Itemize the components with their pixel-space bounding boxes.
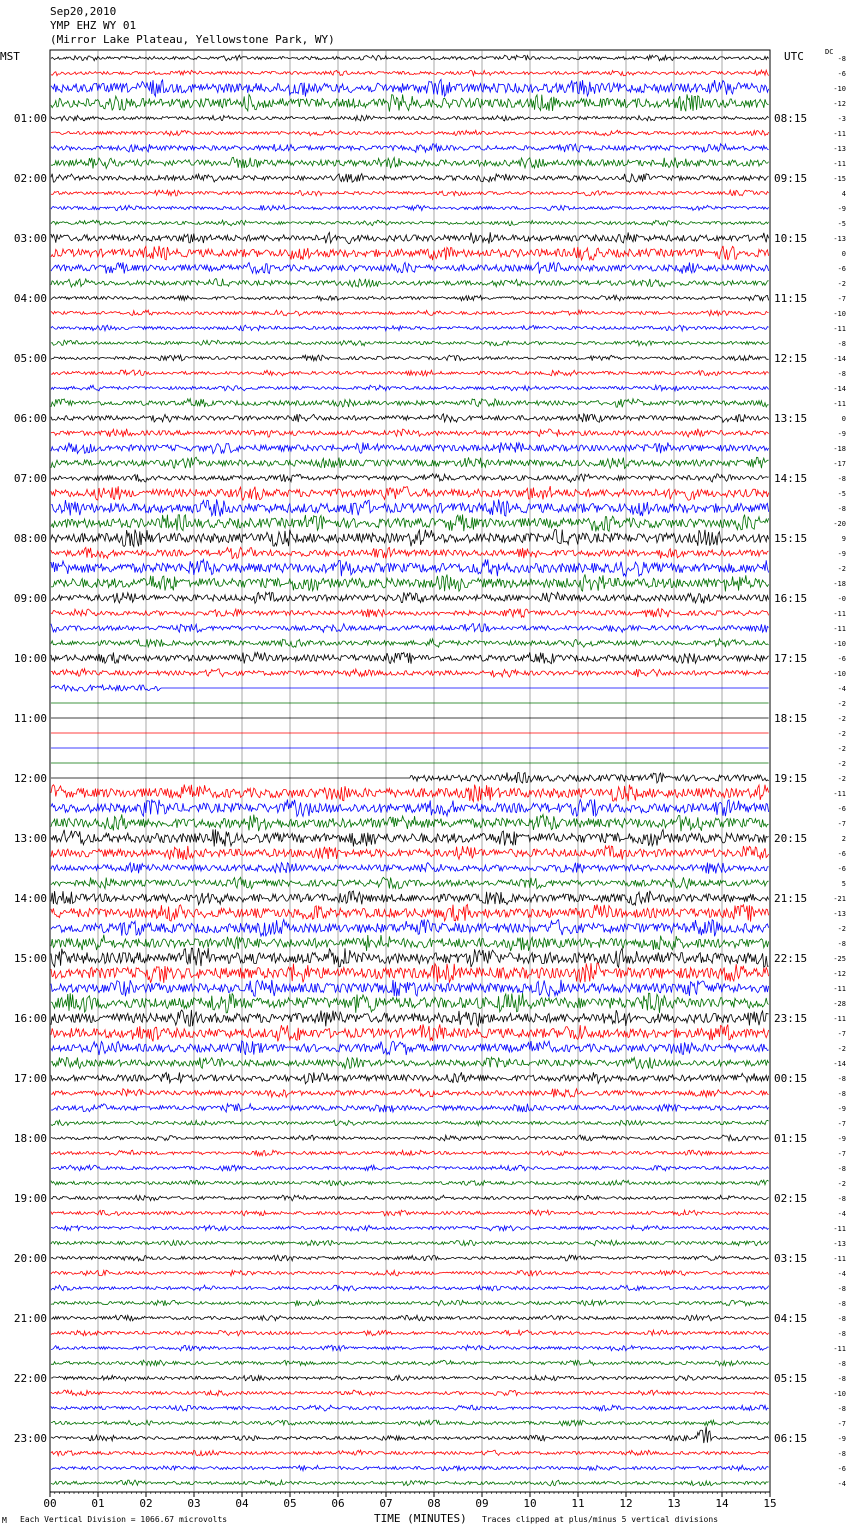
seismic-trace (51, 685, 769, 691)
seismic-trace (51, 529, 769, 546)
dc-offset-label: -6 (837, 805, 846, 813)
utc-hour-label: 11:15 (774, 292, 808, 305)
seismic-trace (51, 574, 769, 591)
seismic-trace (51, 1330, 769, 1336)
seismic-trace (51, 190, 769, 196)
dc-label: DC (825, 48, 834, 56)
dc-offset-label: -13 (833, 145, 846, 153)
dc-offset-label: -10 (833, 310, 846, 318)
utc-hour-label: 09:15 (774, 172, 808, 185)
dc-offset-label: -2 (837, 775, 846, 783)
dc-offset-label: -7 (837, 1420, 846, 1428)
mst-hour-label: 20:00 (13, 1252, 47, 1265)
dc-offset-label: -6 (837, 850, 846, 858)
x-tick-label: 06 (331, 1497, 345, 1510)
dc-offset-label: -11 (833, 790, 846, 798)
dc-offset-label: -11 (833, 1225, 846, 1233)
dc-offset-label: -8 (837, 1165, 846, 1173)
corner-mark: M (2, 1516, 7, 1525)
seismic-trace (51, 370, 769, 376)
dc-offset-label: -2 (837, 730, 846, 738)
dc-offset-label: -18 (833, 580, 846, 588)
scale-note: Each Vertical Division = 1066.67 microvolts (20, 1515, 228, 1524)
utc-hour-label: 17:15 (774, 652, 808, 665)
dc-offset-label: -2 (837, 715, 846, 723)
mst-hour-label: 08:00 (13, 532, 47, 545)
seismic-trace (51, 94, 769, 111)
x-tick-label: 14 (715, 1497, 729, 1510)
dc-offset-label: -10 (833, 640, 846, 648)
dc-offset-label: -5 (837, 220, 846, 228)
dc-offset-label: 0 (841, 415, 846, 423)
seismic-trace (51, 295, 769, 301)
seismic-trace (51, 639, 769, 647)
seismic-trace (51, 429, 769, 438)
dc-offset-label: -6 (837, 70, 846, 78)
seismic-trace (51, 1480, 769, 1486)
seismic-trace (51, 205, 769, 211)
utc-hour-label: 06:15 (774, 1432, 808, 1445)
seismic-trace (51, 474, 769, 482)
seismic-trace (51, 279, 769, 287)
dc-offset-label: -8 (837, 1450, 846, 1458)
dc-offset-label: -13 (833, 910, 846, 918)
seismic-trace (51, 262, 769, 273)
seismic-trace (51, 1210, 769, 1216)
utc-hour-label: 15:15 (774, 532, 808, 545)
seismic-trace (51, 773, 769, 784)
dc-offset-label: -2 (837, 280, 846, 288)
dc-offset-label: -4 (837, 1480, 846, 1488)
utc-hour-label: 16:15 (774, 592, 808, 605)
seismic-trace (51, 1427, 769, 1444)
dc-offset-label: -25 (833, 955, 846, 963)
seismic-trace (51, 1315, 769, 1321)
clip-note: Traces clipped at plus/minus 5 vertical divisions (482, 1515, 719, 1524)
dc-offset-label: 0 (841, 250, 846, 258)
dc-offset-label: -10 (833, 85, 846, 93)
seismic-trace (51, 144, 769, 153)
seismic-trace (51, 499, 769, 516)
dc-offset-label: -8 (837, 1330, 846, 1338)
seismic-trace (51, 246, 769, 260)
seismic-trace (51, 1180, 769, 1186)
seismic-trace (51, 1120, 769, 1125)
dc-offset-label: -9 (837, 430, 846, 438)
dc-offset-label: 9 (841, 535, 846, 543)
dc-offset-label: -14 (833, 355, 846, 363)
dc-offset-label: -4 (837, 1270, 846, 1278)
seismic-trace (51, 79, 769, 96)
seismic-trace (51, 1041, 769, 1055)
dc-offset-label: -11 (833, 1345, 846, 1353)
mst-hour-label: 02:00 (13, 172, 47, 185)
utc-hour-label: 22:15 (774, 952, 808, 965)
utc-hour-label: 01:15 (774, 1132, 808, 1145)
mst-hour-label: 01:00 (13, 112, 47, 125)
mst-hour-label: 10:00 (13, 652, 47, 665)
dc-offset-label: -2 (837, 1045, 846, 1053)
seismic-trace (51, 130, 769, 136)
dc-offset-label: -8 (837, 1360, 846, 1368)
x-tick-label: 01 (91, 1497, 105, 1510)
dc-offset-label: -0 (837, 595, 846, 603)
dc-offset-label: -28 (833, 1000, 846, 1008)
dc-offset-label: -7 (837, 1150, 846, 1158)
x-tick-label: 10 (523, 1497, 537, 1510)
dc-offset-label: -8 (837, 1300, 846, 1308)
seismic-trace (51, 935, 769, 951)
seismic-trace (51, 70, 769, 76)
x-tick-label: 11 (571, 1497, 585, 1510)
seismic-trace (51, 1300, 769, 1306)
seismic-trace (51, 980, 769, 997)
dc-offset-label: -3 (837, 115, 846, 123)
dc-offset-label: -14 (833, 1060, 846, 1068)
x-tick-label: 03 (187, 1497, 201, 1510)
seismic-trace (51, 1450, 769, 1456)
utc-hour-label: 20:15 (774, 832, 808, 845)
x-tick-label: 07 (379, 1497, 393, 1510)
x-tick-label: 04 (235, 1497, 249, 1510)
dc-offset-label: -11 (833, 130, 846, 138)
seismic-trace (51, 325, 769, 331)
seismic-trace (51, 486, 769, 500)
x-tick-label: 00 (43, 1497, 57, 1510)
seismic-trace (51, 399, 769, 408)
dc-offset-label: -9 (837, 1105, 846, 1113)
utc-hour-label: 10:15 (774, 232, 808, 245)
mst-hour-label: 03:00 (13, 232, 47, 245)
utc-hour-label: 13:15 (774, 412, 808, 425)
station-label: YMP EHZ WY 01 (50, 19, 137, 32)
x-tick-label: 15 (763, 1497, 777, 1510)
seismic-trace (51, 652, 769, 663)
dc-offset-label: -7 (837, 820, 846, 828)
dc-offset-label: -8 (837, 55, 846, 63)
utc-hour-label: 12:15 (774, 352, 808, 365)
seismic-trace (51, 1024, 769, 1041)
x-tick-label: 02 (139, 1497, 153, 1510)
seismic-trace (51, 340, 769, 346)
seismic-trace (51, 385, 769, 391)
seismic-trace (51, 174, 769, 183)
dc-offset-label: -9 (837, 550, 846, 558)
mst-axis-label: MST (0, 50, 20, 63)
utc-hour-label: 04:15 (774, 1312, 808, 1325)
dc-offset-label: -6 (837, 655, 846, 663)
utc-hour-label: 00:15 (774, 1072, 808, 1085)
seismic-trace (51, 1405, 769, 1411)
dc-offset-label: -11 (833, 160, 846, 168)
dc-offset-label: -7 (837, 1120, 846, 1128)
dc-offset-label: -9 (837, 205, 846, 213)
dc-offset-label: -8 (837, 1405, 846, 1413)
seismic-trace (51, 1150, 769, 1156)
dc-offset-label: -8 (837, 1075, 846, 1083)
seismic-trace (51, 1465, 769, 1471)
dc-offset-label: -8 (837, 1195, 846, 1203)
dc-offset-label: -11 (833, 400, 846, 408)
utc-hour-label: 21:15 (774, 892, 808, 905)
dc-offset-label: -5 (837, 490, 846, 498)
seismic-trace (51, 514, 769, 531)
mst-hour-label: 18:00 (13, 1132, 47, 1145)
seismic-trace (51, 1195, 769, 1201)
seismic-trace (51, 157, 769, 168)
dc-offset-label: -12 (833, 970, 846, 978)
x-tick-label: 09 (475, 1497, 489, 1510)
dc-offset-label: -11 (833, 625, 846, 633)
seismic-trace (51, 457, 769, 468)
seismic-trace (51, 799, 769, 816)
seismic-trace (51, 1420, 769, 1426)
dc-offset-label: -13 (833, 235, 846, 243)
dc-offset-label: -21 (833, 895, 846, 903)
dc-offset-label: -11 (833, 985, 846, 993)
seismic-trace (51, 904, 769, 921)
utc-hour-label: 19:15 (774, 772, 808, 785)
seismic-trace (51, 1360, 769, 1366)
seismic-trace (51, 624, 769, 633)
seismic-trace (51, 1225, 769, 1231)
utc-hour-label: 03:15 (774, 1252, 808, 1265)
seismic-trace (51, 891, 769, 905)
dc-offset-label: -17 (833, 460, 846, 468)
x-tick-label: 12 (619, 1497, 633, 1510)
dc-offset-label: -12 (833, 100, 846, 108)
dc-offset-label: -8 (837, 940, 846, 948)
dc-offset-label: -11 (833, 1015, 846, 1023)
utc-hour-label: 23:15 (774, 1012, 808, 1025)
dc-offset-label: -8 (837, 475, 846, 483)
seismic-trace (51, 609, 769, 618)
dc-offset-label: -10 (833, 670, 846, 678)
seismic-trace (51, 1375, 769, 1381)
seismic-trace (51, 115, 769, 121)
dc-offset-label: -20 (833, 520, 846, 528)
mst-hour-label: 12:00 (13, 772, 47, 785)
seismic-trace (51, 592, 769, 603)
dc-offset-label: -14 (833, 385, 846, 393)
seismic-trace (51, 1089, 769, 1098)
mst-hour-label: 04:00 (13, 292, 47, 305)
dc-offset-label: 4 (841, 190, 846, 198)
dc-offset-label: -8 (837, 1090, 846, 1098)
mst-hour-label: 16:00 (13, 1012, 47, 1025)
seismic-trace (51, 1285, 769, 1291)
seismic-trace (51, 829, 769, 846)
dc-offset-label: -15 (833, 175, 846, 183)
utc-hour-label: 05:15 (774, 1372, 808, 1385)
utc-hour-label: 14:15 (774, 472, 808, 485)
seismic-trace (51, 55, 769, 61)
seismic-trace (51, 1135, 769, 1141)
dc-offset-label: -2 (837, 925, 846, 933)
mst-hour-label: 23:00 (13, 1432, 47, 1445)
seismic-trace (51, 1240, 769, 1246)
dc-offset-label: -2 (837, 745, 846, 753)
seismic-trace (51, 559, 769, 576)
dc-offset-label: -9 (837, 1435, 846, 1443)
dc-offset-label: -9 (837, 1135, 846, 1143)
mst-hour-label: 17:00 (13, 1072, 47, 1085)
mst-hour-label: 07:00 (13, 472, 47, 485)
seismic-trace (51, 814, 769, 831)
dc-offset-label: -11 (833, 610, 846, 618)
seismic-trace (51, 1165, 769, 1171)
location-label: (Mirror Lake Plateau, Yellowstone Park, WY) (50, 33, 335, 46)
utc-hour-label: 08:15 (774, 112, 808, 125)
mst-hour-label: 05:00 (13, 352, 47, 365)
utc-axis-label: UTC (784, 50, 804, 63)
x-tick-label: 08 (427, 1497, 441, 1510)
mst-hour-label: 14:00 (13, 892, 47, 905)
dc-offset-label: -8 (837, 1315, 846, 1323)
dc-offset-label: -11 (833, 1255, 846, 1263)
seismic-trace (51, 547, 769, 558)
x-tick-label: 13 (667, 1497, 681, 1510)
mst-hour-label: 09:00 (13, 592, 47, 605)
plot-frame (50, 50, 770, 1492)
seismic-trace (51, 1010, 769, 1026)
seismic-trace (51, 442, 769, 453)
seismic-trace (51, 1390, 769, 1396)
seismic-trace (51, 1255, 769, 1261)
seismic-trace (51, 863, 769, 874)
mst-hour-label: 11:00 (13, 712, 47, 725)
dc-offset-label: -13 (833, 1240, 846, 1248)
dc-offset-label: -2 (837, 700, 846, 708)
dc-offset-label: -7 (837, 295, 846, 303)
seismic-trace (51, 846, 769, 860)
utc-hour-label: 02:15 (774, 1192, 808, 1205)
dc-offset-label: -4 (837, 685, 846, 693)
utc-hour-label: 18:15 (774, 712, 808, 725)
seismic-trace (51, 1345, 769, 1351)
dc-offset-label: -10 (833, 1390, 846, 1398)
mst-hour-label: 06:00 (13, 412, 47, 425)
date-label: Sep20,2010 (50, 5, 117, 18)
dc-offset-label: -18 (833, 445, 846, 453)
dc-offset-label: -7 (837, 1030, 846, 1038)
dc-offset-label: -2 (837, 1180, 846, 1188)
x-tick-label: 05 (283, 1497, 297, 1510)
dc-offset-label: -8 (837, 505, 846, 513)
seismic-trace (51, 963, 769, 983)
dc-offset-label: -8 (837, 370, 846, 378)
seismic-trace (51, 1270, 769, 1276)
seismic-trace (51, 919, 769, 936)
mst-hour-label: 21:00 (13, 1312, 47, 1325)
dc-offset-label: -8 (837, 340, 846, 348)
seismic-trace (51, 948, 769, 967)
seismic-trace (51, 669, 769, 677)
dc-offset-label: -11 (833, 325, 846, 333)
seismic-trace (51, 414, 769, 423)
seismic-trace (51, 1072, 769, 1084)
mst-hour-label: 15:00 (13, 952, 47, 965)
mst-hour-label: 19:00 (13, 1192, 47, 1205)
dc-offset-label: 5 (841, 880, 846, 888)
seismic-trace (51, 785, 769, 802)
mst-hour-label: 13:00 (13, 832, 47, 845)
seismic-trace (51, 993, 769, 1013)
seismic-trace (51, 355, 769, 361)
seismic-trace (51, 877, 769, 888)
seismic-trace (51, 232, 769, 243)
dc-offset-label: 2 (841, 835, 846, 843)
dc-offset-label: -6 (837, 1465, 846, 1473)
dc-offset-label: -8 (837, 1375, 846, 1383)
mst-hour-label: 22:00 (13, 1372, 47, 1385)
dc-offset-label: -2 (837, 760, 846, 768)
seismic-trace (51, 310, 769, 316)
dc-offset-label: -2 (837, 565, 846, 573)
seismic-trace (51, 1104, 769, 1112)
dc-offset-label: -6 (837, 865, 846, 873)
x-axis-title: TIME (MINUTES) (374, 1512, 467, 1525)
dc-offset-label: -4 (837, 1210, 846, 1218)
dc-offset-label: -8 (837, 1285, 846, 1293)
dc-offset-label: -6 (837, 265, 846, 273)
seismic-trace (51, 1057, 769, 1068)
seismic-trace (51, 220, 769, 226)
